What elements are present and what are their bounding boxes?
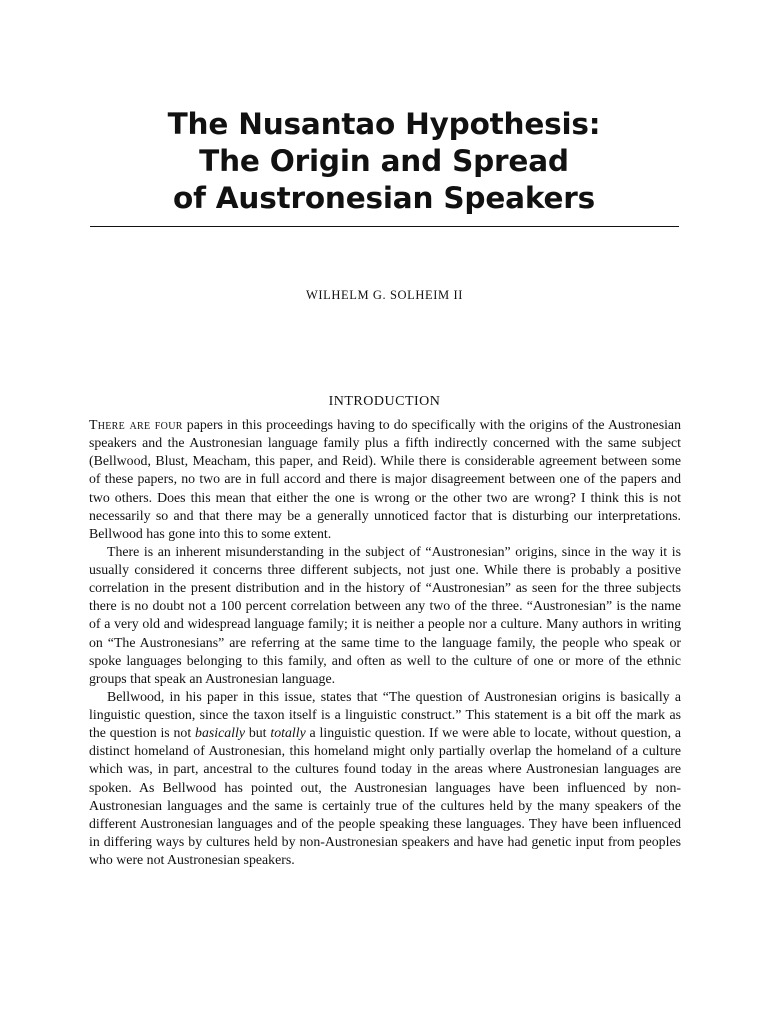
paragraph-1-text: papers in this proceedings having to do specifically with the origins of the Austronesian speakers and the Austronesian language family plus a fifth indirectly concerned with the same subject (Bellwood, Blust, Meacham, this paper, and Reid). While there is considerable agreement between some of these papers, no two are in full accord and there is major disagreement between one of the papers and two others. Does this mean that either the one is wrong or the other two are wrong? I think this is not necessarily so and that there may be a generally unnoticed factor that is disturbing our interpretations. Bellwood has gone into this to some extent. [89,417,681,541]
paragraph-3 [89,688,681,869]
emphasis-totally: totally [270,725,306,741]
section-heading-introduction: INTRODUCTION [328,394,441,409]
paragraph-2: There is an inherent misunderstanding in the subject of “Austronesian” origins, since in the way it is usually considered it concerns three different subjects, not just one. While there is probably a positive correlation in the present distribution and in the history of “Austronesian” as seen for the three subjects there is no doubt not a 100 percent correlation between any two of the three. “Austronesian” is the name of a very old and widespread language family; it is neither a people nor a culture. Many authors in writing on “The Austronesians” are referring at the same time to the language family, the people who speak or spoke languages belonging to this family, and often as well to the culture of one or more of the ethnic groups that speak an Austronesian language. [89,543,681,686]
article-body [89,416,681,869]
paragraph-1 [89,416,681,543]
author-name: WILHELM G. SOLHEIM II [305,288,463,302]
title-line-2: The Origin and Spread [199,144,569,178]
paragraph-3-text-b: but [245,725,271,741]
paragraph-1-lead-in: There are four [89,417,183,432]
title-line-3: of Austronesian Speakers [173,181,595,215]
paragraph-3-text-c: a linguistic question. If we were able to locate, without question, a distinct homeland of Austronesian, this homeland might only partially overlap the homeland of a culture which was, in part, ancestral to the cultures found today in the areas where Austronesian languages are spoken. As Bellwood has pointed out, the Austronesian languages have been influenced by non-Austronesian languages and the same is certainly true of the cultures held by the many speakers of the different Austronesian languages and of the people speaking these languages. They have been influenced in differing ways by cultures held by non-Austronesian speakers and have had genetic input from peoples who were not Austronesian speakers. [89,725,681,867]
article-title [90,106,678,217]
title-divider [90,226,679,227]
emphasis-basically: basically [195,725,246,741]
title-line-1: The Nusantao Hypothesis: [167,107,601,141]
paragraph-3-text-a: Bellwood, in his paper in this issue, states that “The question of Austronesian origins is basically a linguistic question, since the taxon itself is a linguistic construct.” This statement is a bit off the mark as the question is not [89,688,681,741]
